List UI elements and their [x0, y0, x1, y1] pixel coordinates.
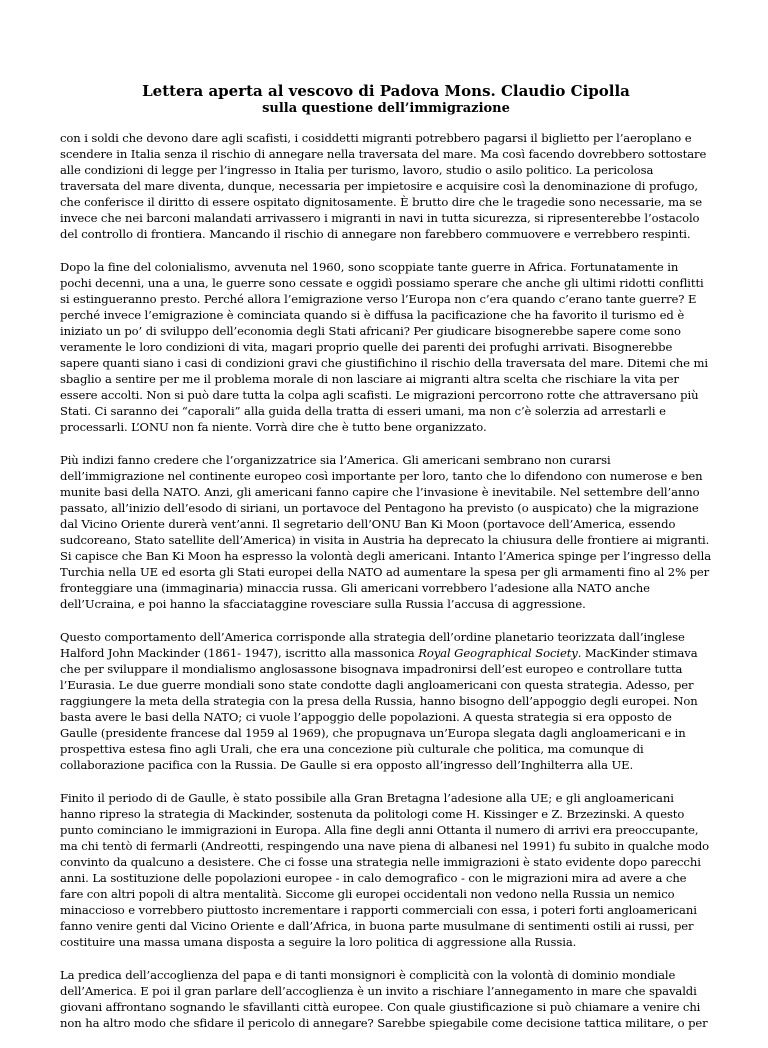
- paragraph-4: [60, 629, 712, 773]
- paragraph-4-after: . MacKinder stimava che per sviluppare il mondialismo anglosassone bisognava impadronirsi dell’est europeo e controllare tutta l’Eurasia. Le due guerre mondiali sono state condotte dagli angloamericani con questa strategia. Adesso, per raggiungere la meta della strategia con la presa della Russia, hanno bisogno dell’appoggio degli europei. Non basta avere le basi della NATO; ci vuole l’appoggio delle popolazioni. A questa strategia si era opposto de Gaulle (presidente francese dal 1959 al 1969), che propugnava un’Europa slegata dagli angloamericani e in prospettiva estesa fino agli Urali, che era una concezione più culturale che politica, ma comunque di collaborazione pacifica con la Russia. De Gaulle si era opposto all’ingresso dell’Inghilterra alla UE.: [60, 646, 698, 772]
- paragraph-3: Più indizi fanno credere che l’organizzatrice sia l’America. Gli americani sembrano non curarsi dell’immigrazione nel continente europeo così importante per loro, tanto che lo difendono con numerose e ben munite basi della NATO. Anzi, gli americani fanno capire che l’invasione è inevitabile. Nel settembre dell’anno passato, all’inizio dell’esodo di siriani, un portavoce del Pentagono ha previsto (o auspicato) che la migrazione dal Vicino Oriente durerà vent’anni. Il segretario dell’ONU Ban Ki Moon (portavoce dell’America, essendo sudcoreano, Stato satellite dell’America) in visita in Austria ha deprecato la chiusura delle frontiere ai migranti. Si capisce che Ban Ki Moon ha espresso la volontà degli americani. Intanto l’America spinge per l’ingresso della Turchia nella UE ed esorta gli Stati europei della NATO ad aumentare la spesa per gli armamenti fino al 2% per fronteggiare una (immaginaria) minaccia russa. Gli americani vorrebbero l’adesione alla NATO anche dell’Ucraina, e poi hanno la sfacciataggine rovesciare sulla Russia l’accusa di aggressione.: [60, 453, 712, 611]
- document-title: Lettera aperta al vescovo di Padova Mons. Claudio Cipolla: [142, 82, 630, 100]
- paragraph-5: Finito il periodo di de Gaulle, è stato possibile alla Gran Bretagna l’adesione alla UE; e gli angloamericani hanno ripreso la strategia di Mackinder, sostenuta da politologi come H. Kissinger e Z. Brzezinski. A questo punto cominciano le immigrazioni in Europa. Alla fine degli anni Ottanta il numero di arrivi era preoccupante, ma chi tentò di fermarli (Andreotti, respingendo una nave piena di albanesi nel 1991) fu subito in qualche modo convinto da qualcuno a desistere. Che ci fosse una strategia nelle immigrazioni è stato evidente dopo parecchi anni. La sostituzione delle popolazioni europee - in calo demografico - con le migrazioni mira ad avere a che fare con altri popoli di altra mentalità. Siccome gli europei occidentali non vedono nella Russia un nemico minaccioso e vorrebbero piuttosto incrementare i rapporti commerciali con essa, i poteri forti angloamericani fanno venire genti dal Vicino Oriente e dall’Africa, in buona parte musulmane di sentimenti ostili ai russi, per costituire una massa umana disposta a seguire la loro politica di aggressione alla Russia.: [60, 791, 710, 949]
- document-subtitle: sulla questione dell’immigrazione: [262, 101, 510, 116]
- paragraph-2: Dopo la fine del colonialismo, avvenuta nel 1960, sono scoppiate tante guerre in Africa. Fortunatamente in pochi decenni, una a una, le guerre sono cessate e oggidì possiamo sperare che anche gli ultimi ridotti conflitti si estingueranno presto. Perché allora l’emigrazione verso l’Europa non c’era quando c’erano tante guerre? E perché invece l’emigrazione è cominciata quando si è diffusa la pacificazione che ha favorito il turismo ed è iniziato un po’ di sviluppo dell’economia degli Stati africani? Per giudicare bisognerebbe sapere come sono veramente le loro condizioni di vita, magari proprio quelle dei parenti dei profughi arrivati. Bisognerebbe sapere quanti siano i casi di condizioni gravi che giustifichino il rischio della traversata del mare. Ditemi che mi sbaglio a sentire per me il problema morale di non lasciare ai migranti altra scelta che rischiare la vita per essere accolti. Non si può dare tutta la colpa agli scafisti. Le migrazioni percorrono rotte che attraversano più Stati. Ci saranno dei “caporali” alla guida della tratta di esseri umani, ma non c’è solerzia ad arrestarli e processarli. L’ONU non fa niente. Vorrà dire che è tutto bene organizzato.: [60, 260, 708, 434]
- document-page: [60, 82, 712, 1048]
- paragraph-4-italic: Royal Geographical Society: [418, 646, 578, 660]
- paragraph-1: con i soldi che devono dare agli scafisti, i cosiddetti migranti potrebbero pagarsi il biglietto per l’aeroplano e scendere in Italia senza il rischio di annegare nella traversata del mare. Ma così facendo dovrebbero sottostare alle condizioni di legge per l’ingresso in Italia per turismo, lavoro, studio o asilo politico. La pericolosa traversata del mare diventa, dunque, necessaria per impietosire e acquisire così la denominazione di profugo, che conferisce il diritto di essere ospitato dignitosamente. È brutto dire che le tragedie sono necessarie, ma se invece che nei barconi malandati arrivassero i migranti in navi in tutta sicurezza, si ripresenterebbe l’ostacolo del controllo di frontiera. Mancando il rischio di annegare non farebbero commuovere e verrebbero respinti.: [60, 131, 707, 241]
- paragraph-4-before: Questo comportamento dell’America corrisponde alla strategia dell’ordine planetario teorizzata dall’inglese Halford John Mackinder (1861- 1947), iscritto alla massonica: [60, 630, 685, 660]
- paragraph-6: La predica dell’accoglienza del papa e di tanti monsignori è complicità con la volontà di dominio mondiale dell’America. E poi il gran parlare dell’accoglienza è un invito a rischiare l’annegamento in mare che spavaldi giovani affrontano sognando le sfavillanti città europee. Con quale giustificazione si può chiamare a venire chi non ha altro modo che sfidare il pericolo di annegare? Sarebbe spiegabile come decisione tattica militare, o per: [60, 968, 708, 1030]
